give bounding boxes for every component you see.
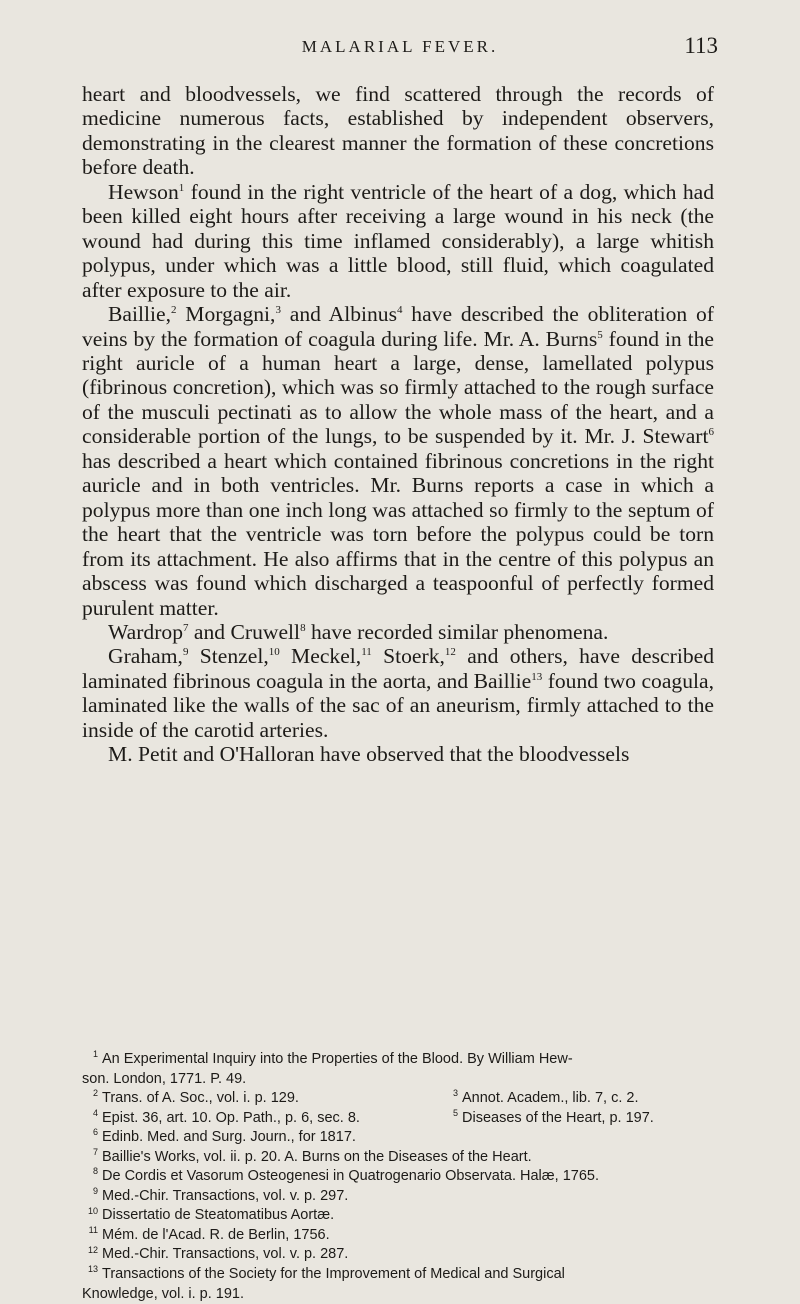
footnote-row	[82, 1109, 714, 1129]
footnote-continuation: son. London, 1771. P. 49.	[82, 1070, 247, 1087]
footnote-ref: 4	[396, 303, 403, 316]
footnote: 1 An Experimental Inquiry into the Properties of the Blood. By William Hew-	[92, 1049, 573, 1067]
running-title: MALARIAL FEVER.	[301, 37, 499, 56]
footnote-ref: 7	[183, 621, 189, 634]
paragraph: Baillie,$^2$ Morgagni,$^3$ and Albinus$^4$ have described the obliteration of veins by the formation of coagula during life. Mr. A. Burns$^5$ found in the right auricle of a human heart a large, dense, lamellated polypus (fibrinous concretion), which was so firmly attached to the rough surface of the musculi pectinati as to allow the whole mass of the heart, and a considerable portion of the lungs, to be suspended by it. Mr. J. Stewart$^6$ has described a heart which contained fibrinous concretions in the right auricle and in both ventricles. Mr. Burns reports a case in which a polypus more than one inch long was attached so firmly to the septum of the heart that the ventricle was torn before the polypus could be torn from its attachment. He also affirms that in the centre of this polypus an abscess was found which discharged a teaspoonful of perfectly formed purulent matter.	[82, 302, 714, 620]
footnote-ref: 2	[170, 303, 177, 316]
footnote: 10 Dissertatio de Steatomatibus Aortæ.	[87, 1205, 335, 1224]
footnote: 5 Diseases of the Heart, p. 197.	[452, 1107, 654, 1126]
footnote: 4 Epist. 36, art. 10. Op. Path., p. 6, sec. 8.	[92, 1107, 360, 1126]
footnote: 6 Edinb. Med. and Surg. Journ., for 1817.	[92, 1127, 356, 1146]
paragraph: Hewson$^1$ found in the right ventricle of the heart of a dog, which had been killed eight hours after receiving a large wound in his neck (the wound had during this time inflamed considerably), a large whitish polypus, under which was a little blood, still fluid, which coagulated after exposure to the air.	[82, 179, 714, 302]
paragraph: Graham,$^9$ Stenzel,$^{10}$ Meckel,$^{11}$ Stoerk,$^{12}$ and others, have described laminated fibrinous coagula in the aorta, and Baillie$^{13}$ found two coagula, laminated like the walls of the sac of an aneurism, firmly attached to the inside of the carotid arteries.	[82, 644, 714, 742]
footnote-ref: 6	[708, 426, 714, 439]
footnote-ref: 3	[275, 303, 281, 316]
paragraph: M. Petit and O'Halloran have observed that the bloodvessels	[108, 742, 630, 767]
footnote-row	[82, 1089, 714, 1109]
footnotes	[82, 1050, 714, 1304]
footnote: 9 Med.-Chir. Transactions, vol. v. p. 297.	[92, 1186, 349, 1204]
paragraph: heart and bloodvessels, we find scattered through the records of medicine numerous facts, established by independent observers, demonstrating in the clearest manner the formation of these concretions before death.	[82, 82, 714, 180]
footnote-ref: 11	[361, 646, 372, 659]
footnote: 3 Annot. Academ., lib. 7, c. 2.	[452, 1088, 639, 1107]
page-number: 113	[684, 33, 718, 58]
body-text	[82, 82, 714, 767]
footnote: 7 Baillie's Works, vol. ii. p. 20. A. Burns on the Diseases of the Heart.	[92, 1146, 532, 1165]
footnote: 11 Mém. de l'Acad. R. de Berlin, 1756.	[88, 1225, 330, 1243]
footnote-ref: 10	[268, 646, 280, 659]
footnote: 12 Med.-Chir. Transactions, vol. v. p. 287.	[87, 1244, 349, 1263]
footnote-ref: 5	[597, 328, 603, 341]
footnote-ref: 1	[178, 181, 185, 194]
running-header	[82, 33, 718, 65]
footnote: 2 Trans. of A. Soc., vol. i. p. 129.	[92, 1088, 299, 1107]
footnote: 8 De Cordis et Vasorum Osteogenesi in Quatrogenario Observata. Halæ, 1765.	[92, 1166, 600, 1185]
footnote-ref: 13	[531, 670, 543, 683]
footnote-continuation: Knowledge, vol. i. p. 191.	[82, 1285, 245, 1302]
footnote-ref: 12	[444, 646, 456, 659]
footnote-ref: 8	[300, 621, 306, 634]
footnote-ref: 9	[182, 646, 189, 659]
footnote: 13 Transactions of the Society for the Improvement of Medical and Surgical	[87, 1264, 565, 1283]
paragraph: Wardrop$^7$ and Cruwell$^8$ have recorded similar phenomena.	[108, 619, 609, 644]
